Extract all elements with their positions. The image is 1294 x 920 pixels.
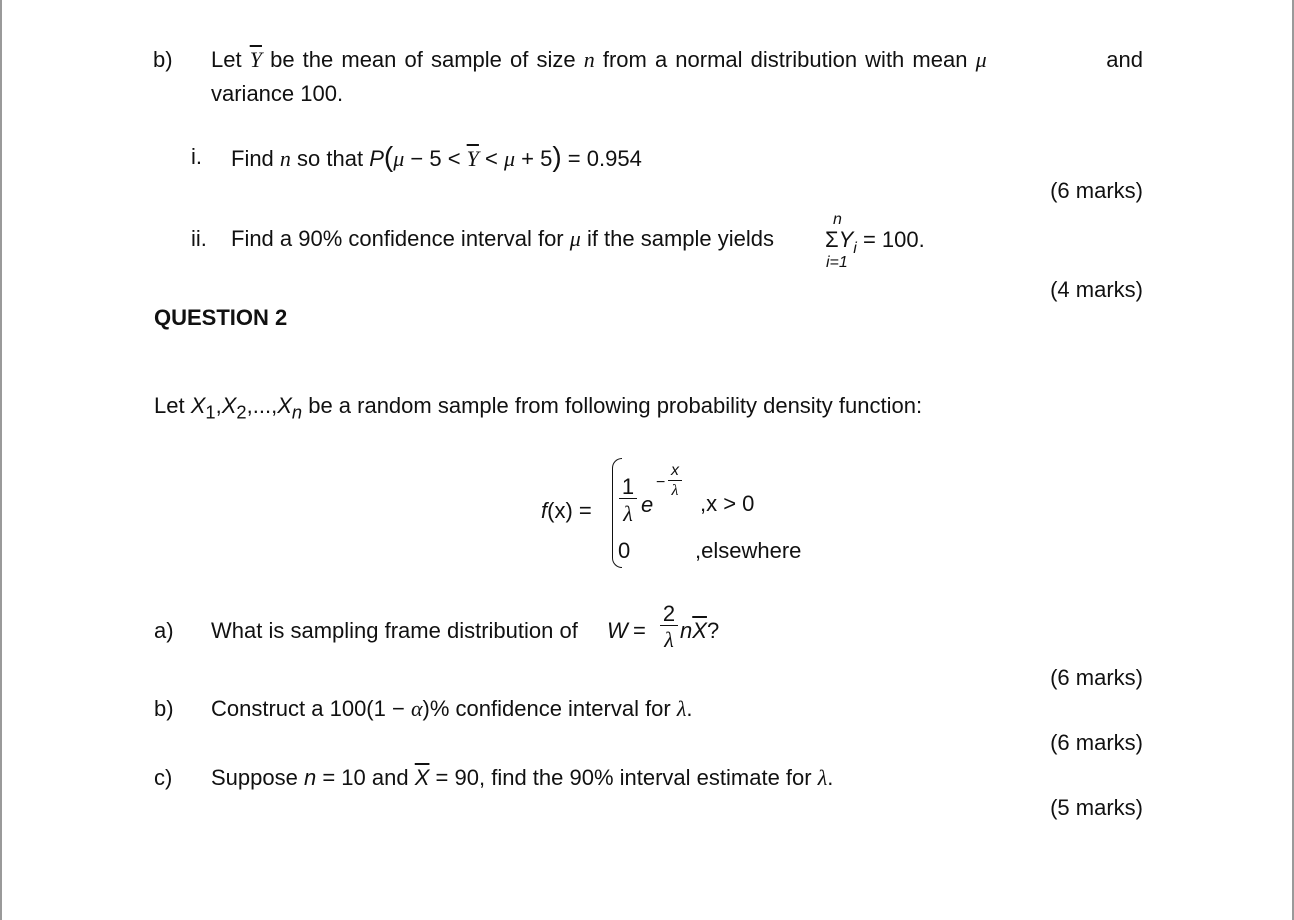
x1-subscript: 1 <box>205 401 216 423</box>
frac-1-numerator: 1 <box>619 476 637 499</box>
intro-text-1: Let <box>154 393 185 418</box>
lambda-symbol: λ <box>676 696 687 721</box>
q2-c-label: c) <box>154 765 173 790</box>
q2-c-n: n <box>303 765 317 790</box>
n-symbol: n <box>279 146 291 171</box>
frac-1-denominator: λ <box>623 501 633 526</box>
q2-a-question: What is sampling frame distribution of <box>211 618 578 643</box>
xn: X <box>277 393 292 418</box>
w-symbol: W <box>607 618 628 643</box>
q2-b-period: . <box>686 696 693 721</box>
probability-formula <box>369 141 642 172</box>
y-bar-symbol: $\overline{Y}$ <box>249 47 262 72</box>
formula-part-3: + 5 <box>515 146 553 171</box>
x2-subscript: 2 <box>236 401 247 423</box>
f-symbol: f <box>541 498 548 523</box>
question-2-heading: QUESTION 2 <box>154 305 288 330</box>
w-frac-denominator: λ <box>664 627 674 652</box>
formula-close-paren: ) <box>552 141 562 172</box>
q2-b-question <box>211 696 693 722</box>
part-b-text-3: from a normal distribution with mean <box>602 47 968 72</box>
q2-c-text-3: and <box>371 765 409 790</box>
q2-c-question <box>211 765 833 791</box>
part-b-statement <box>211 47 1143 73</box>
sum-equals: = 100 <box>856 227 919 252</box>
q2-a-label: a) <box>154 618 174 643</box>
sub-ii-label: ii. <box>191 226 207 251</box>
sum-lower-limit: i=1 <box>826 254 848 271</box>
case-1-condition: ,x > 0 <box>700 491 755 516</box>
lambda-symbol: λ <box>817 765 828 790</box>
formula-part-1: − 5 < <box>404 146 467 171</box>
exponent-minus: − <box>656 474 666 491</box>
formula-equals: = 0.954 <box>561 146 642 171</box>
pdf-lhs-rest: (x) = <box>547 498 592 523</box>
q2-b-text-2: )% confidence interval for <box>422 696 671 721</box>
formula-open-paren: ( <box>383 141 394 172</box>
formula-part-2: < <box>478 146 504 171</box>
part-b-label: b) <box>153 47 173 72</box>
q2-b-label: b) <box>154 696 174 721</box>
sum-upper-limit: n <box>833 211 842 228</box>
sum-period: . <box>918 227 925 252</box>
w-n: n <box>680 618 693 643</box>
w-x-bar: $\overline{X}$ <box>692 618 707 643</box>
sum-subscript-i: i <box>853 240 857 257</box>
sum-y: Y <box>838 227 854 252</box>
w-rhs <box>680 618 719 644</box>
q2-c-text-1: Suppose <box>211 765 298 790</box>
case-2-condition: ,elsewhere <box>695 538 802 563</box>
pdf-lhs <box>541 498 592 524</box>
mu-symbol: μ <box>975 47 987 72</box>
sub-ii-text-1: Find a 90% confidence interval for <box>231 226 564 251</box>
question-2-intro <box>154 393 922 425</box>
sub-i-marks: (6 marks) <box>1050 178 1143 203</box>
sub-i-label: i. <box>191 144 202 169</box>
q2-c-x-bar: $\overline{X}$ <box>414 765 430 790</box>
sub-i-question <box>231 141 642 172</box>
formula-mu-1: μ <box>393 146 405 171</box>
sub-ii-question <box>231 226 774 252</box>
q2-a-marks: (6 marks) <box>1050 665 1143 690</box>
xn-subscript: n <box>291 401 303 423</box>
formula-p: P <box>369 146 384 171</box>
q2-c-text-2: = 10 <box>316 765 366 790</box>
x1: X <box>190 393 206 418</box>
sub-i-text-2: so that <box>297 146 364 171</box>
n-symbol: n <box>583 47 595 72</box>
intro-text-2: be a random sample from following probability density function: <box>308 393 923 418</box>
sub-ii-marks: (4 marks) <box>1050 277 1143 302</box>
formula-y-bar: $\overline{Y}$ <box>466 146 479 171</box>
q2-c-text-4: = 90 <box>429 765 479 790</box>
w-question-mark: ? <box>706 618 720 643</box>
q2-c-marks: (5 marks) <box>1050 795 1143 820</box>
mu-symbol: μ <box>569 226 581 251</box>
q2-b-text-1: Construct a 100(1 − <box>211 696 411 721</box>
e-symbol: e <box>641 492 654 517</box>
exponent-numerator: x <box>668 462 682 481</box>
ellipsis: ,..., <box>246 393 278 418</box>
sub-ii-text-2: if the sample yields <box>586 226 775 251</box>
case-2-value: 0 <box>618 538 631 563</box>
q2-c-text-5: , find the 90% interval estimate for <box>478 765 812 790</box>
page-left-border <box>0 0 2 920</box>
part-b-text-1: Let <box>211 47 242 72</box>
q2-c-period: . <box>827 765 834 790</box>
part-b-text-4: and <box>1106 47 1143 72</box>
sigma-symbol: Σ <box>825 227 839 252</box>
q2-b-marks: (6 marks) <box>1050 730 1143 755</box>
sub-i-text-1: Find <box>231 146 274 171</box>
w-frac-numerator: 2 <box>660 603 678 626</box>
formula-mu-2: μ <box>504 146 516 171</box>
exponent-denominator: λ <box>671 482 679 499</box>
part-b-text-5: variance 100. <box>211 81 344 106</box>
part-b-text-2: be the mean of sample of size <box>270 47 576 72</box>
alpha-symbol: α <box>410 696 423 721</box>
x2: X <box>221 393 237 418</box>
w-equals: = <box>633 618 646 643</box>
comma: , <box>215 393 222 418</box>
sample-variables <box>190 393 303 423</box>
